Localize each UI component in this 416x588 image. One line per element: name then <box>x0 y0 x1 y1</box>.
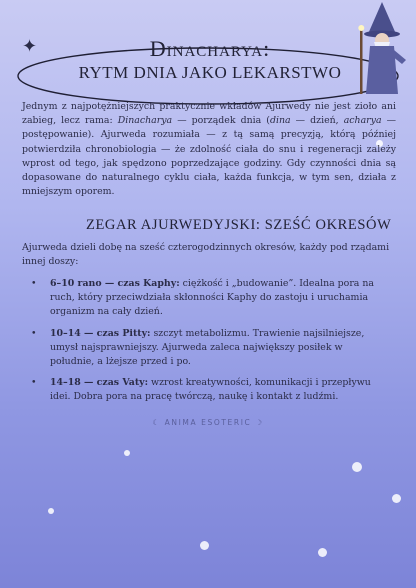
intro-text: Jednym z najpotężniejszych praktycznie wkładów Ajurwedy nie jest zioło ani zabieg, lecz rama: <box>22 101 396 127</box>
sparkle-icon: ✦ <box>22 36 38 57</box>
intro-text: — porządek dnia ( <box>172 115 270 127</box>
title-line-1: Dinacharya: <box>149 36 271 61</box>
bullet-icon: • <box>31 327 37 339</box>
bullet-icon: • <box>31 377 37 389</box>
title-line-2: RYTM DNIA JAKO LEKARSTWO <box>78 63 342 82</box>
period-text: szczyt metabolizmu. Trawienie najsilniejsze, umysł najsprawniejszy. Ajurweda zaleca największy posiłek w południe, a lżejsze przed i po. <box>50 327 365 368</box>
page-title <box>40 36 380 84</box>
period-text: wzrost kreatywności, komunikacji i przepływu idei. Dobra pora na pracę twórczą, naukę i kontakt z ludźmi. <box>50 377 371 403</box>
section-heading: ZEGAR AJURWEDYJSKI: SZEŚĆ OKRESÓW <box>86 217 392 233</box>
snow-dot <box>200 541 209 550</box>
bullet-icon: • <box>31 278 37 289</box>
brand-footer: ☾ ANIMA ESOTERIC ☽ <box>152 418 264 427</box>
intro-paragraph <box>22 100 396 199</box>
list-item <box>22 277 382 320</box>
snow-dot <box>352 462 362 472</box>
section-lead: Ajurweda dzieli dobę na sześć czterogodzinnych okresów, każdy pod rządami innej doszy: <box>22 242 390 268</box>
period-label: 14–18 — czas Vaty: <box>50 377 149 389</box>
list-item <box>22 376 382 404</box>
period-text: ciężkość i „budowanie”. Idealna pora na ruch, który przeciwdziała skłonności Kaphy do zastoju i uruchamia organizm na cały dzień. <box>50 278 374 318</box>
term-dina: dina <box>269 115 291 127</box>
intro-text: — dzień, <box>290 115 344 127</box>
term-dinacharya: Dinacharya <box>117 115 173 127</box>
period-label: 10–14 — czas Pitty: <box>50 327 151 339</box>
snow-dot <box>392 494 401 503</box>
period-list <box>22 277 382 412</box>
intro-text: — postępowanie). Ajurweda rozumiała — z tą samą precyzją, którą później potwierdziła chronobiologia — że zdolność ciała do snu i regeneracji zależy wprost od tego, jak spędzono poprzedzające godziny. Gdy czynności dnia są dopasowane do naturalnego cyklu ciała, każda funkcja, w tym sen, działa z mniejszym oporem. <box>22 115 397 198</box>
snow-dot <box>124 450 130 456</box>
snow-dot <box>48 508 54 514</box>
period-label: 6–10 rano — czas Kaphy: <box>50 278 180 289</box>
term-acharya: acharya <box>343 115 382 127</box>
list-item <box>22 327 382 370</box>
snow-dot <box>318 548 327 557</box>
